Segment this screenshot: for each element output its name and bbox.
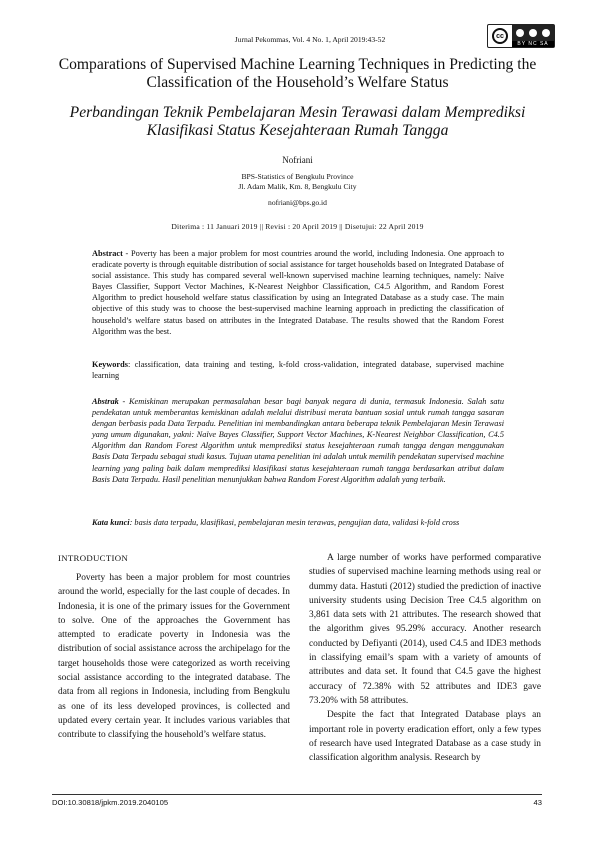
kata-kunci-text: : basis data terpadu, klasifikasi, pembelajaran mesin terawas, pengujian data, validasi k-fold cross [129, 518, 460, 527]
author-email[interactable]: nofriani@bps.go.id [268, 198, 327, 207]
paragraph: Poverty has been a major problem for most countries around the world, especially for the last couple of decades. In Indonesia, it is one of the primary issues for the Government to solve. One of the approaches the Government has attempted to eradicate poverty in Indonesia was the distribution of social assistance across the archipelago for the target households those were categorized as worth receiving social assistance according to the integrated database. The data from all regions in Indonesia, including from Bengkulu as one of its less developed provinces, is collected and updated every certain year. It includes various variables that contribute to classifying the household’s welfare status. [58, 573, 290, 741]
abstract [92, 248, 504, 337]
abstract-label: Abstract [92, 249, 123, 258]
affiliation [180, 172, 415, 192]
kata-kunci [92, 517, 504, 528]
section-title-introduction: INTRODUCTION [58, 553, 129, 563]
page-number: 43 [533, 798, 542, 807]
title-indonesian: Perbandingan Teknik Pembelajaran Mesin Terawasi dalam Memprediksi Klasifikasi Status Kesejahteraan Rumah Tangga [69, 104, 526, 139]
cc-icon: cc [492, 28, 508, 44]
journal-header: Jurnal Pekommas, Vol. 4 No. 1, April 2019:43-52 [234, 35, 386, 44]
abstrak-text: - Kemiskinan merupakan permasalahan besar bagi banyak negara di dunia, termasuk Indonesia. Salah satu pendekatan untuk memberantas kemiskinan adalah melalui distribusi merata bantuan sosial untuk rumah tangga sasaran dengan berbasis pada Data Terpadu. Penelitian ini membandingkan antara beberapa teknik Pembelajaran Mesin Terawasi yang umum digunakan, yakni: Naïve Bayes Classifier, Support Vector Machines, K-Nearest Neighbor Classification, C4.5 Algorithm dan Random Forest Algorithm untuk memprediksi status kesejahteraan rumah tangga dengan menggunakan Basis Data Terpadu sebagai studi kasus. Tujuan utama penelitian ini adalah untuk memilih pendekatan supervised machine learning yang paling baik dalam memprediksi klasifikasi status kesejahteraan rumah tangga berdasarkan atribut dalam Basis Data Terpadu. Hasil penelitian menunjukkan bahwa Random Forest Algorithm adalah yang terbaik. [92, 397, 504, 484]
author-name: Nofriani [282, 155, 313, 165]
paragraph: Despite the fact that Integrated Database plays an important role in poverty eradication effort, only a few types of research have used Integrated Database as a case study in classification algorithm analysis. Research by [309, 710, 541, 764]
submission-dates: Diterima : 11 Januari 2019 || Revisi : 20 April 2019 || Disetujui: 22 April 2019 [171, 222, 424, 231]
keywords [92, 359, 504, 381]
paragraph: A large number of works have performed comparative studies of supervised machine learning methods using real or dummy data. Hastuti (2012) studied the prediction of inactive university students using Decision Tree C4.5 algorithm on 3,861 data sets with 21 attributes. The research showed that the algorithm gives 95.29% accuracy. Another research conducted by Defiyanti (2014), used C4.5 and IDE3 methods in classifying email’s spam with a variety of amounts of attributes and data set. It found that C4.5 gave the highest accuracy of 72.38% with 52 attributes and IDE3 gave 73.20% with 58 attributes. [309, 553, 541, 706]
affiliation-line-1: BPS-Statistics of Bengkulu Province [241, 172, 354, 181]
title-english: Comparations of Supervised Machine Learning Techniques in Predicting the Classification of the Household’s Welfare Status [58, 56, 537, 91]
kata-kunci-label: Kata kunci [92, 518, 130, 527]
keywords-text: : classification, data training and testing, k-fold cross-validation, integrated database, supervised machine learning [92, 360, 504, 381]
affiliation-line-2: Jl. Adam Malik, Km. 8, Bengkulu City [238, 182, 357, 191]
right-column [309, 551, 541, 765]
footer-divider [52, 794, 542, 795]
keywords-label: Keywords [92, 360, 128, 369]
sa-icon [542, 29, 550, 37]
doi-link[interactable]: DOI:10.30818/jpkm.2019.2040105 [52, 798, 169, 807]
abstrak [92, 396, 504, 485]
license-badge[interactable] [487, 24, 555, 48]
license-text: BY NC SA [512, 41, 554, 47]
abstract-text: - Poverty has been a major problem for most countries around the world, including Indonesia. One approach to eradicate poverty is through equitable distribution of social assistance for target households based on Integrated Database of social assistance. This study has compared several well-known supervised machine learning techniques, namely: Naïve Bayes Classifier, Support Vector Machines, K-Nearest Neighbor Classification, C4.5 Algorithm, and Random Forest Algorithm to predict household welfare status classification by using an Integrated Database as a study case. The main objective of this study was to choose the best-supervised machine learning approach in predicting the classification of household’s welfare status based on attributes in the Integrated Database. The results showed that the Random Forest Algorithm was the best. [92, 249, 504, 336]
nc-icon [529, 29, 537, 37]
by-icon [516, 29, 524, 37]
left-column [58, 571, 290, 743]
abstrak-label: Abstrak [92, 397, 119, 406]
